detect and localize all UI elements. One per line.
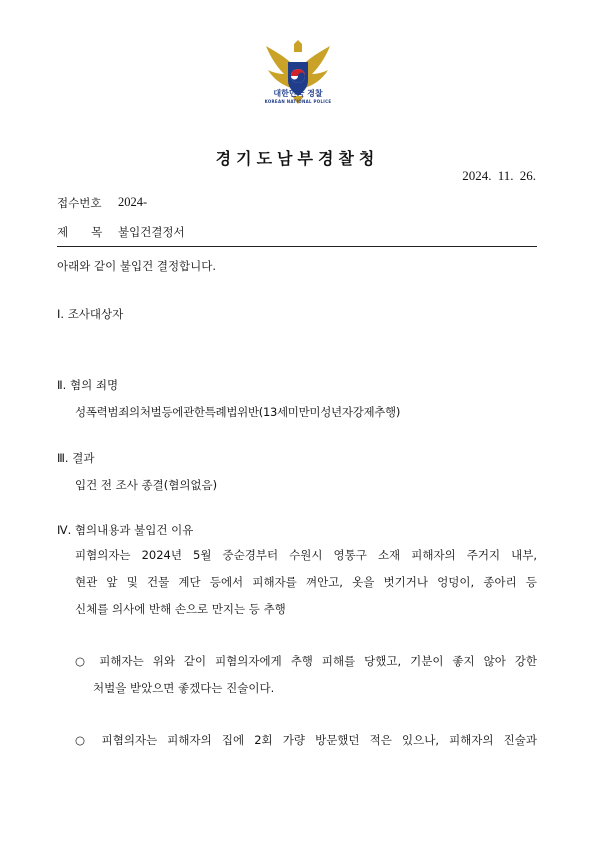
allegation-line: 현관 앞 및 건물 계단 등에서 피해자를 껴안고, 옷을 벗기거나 엉덩이, 종아리 등 [75,575,537,589]
section-4-title: Ⅳ. 혐의내용과 불입건 이유 [57,523,194,537]
organization-name: 경기도남부경찰청 [215,149,380,168]
receipt-number-value: 2024- [118,195,148,209]
document-date: 2024. 11. 26. [462,168,536,183]
section-3-title: Ⅲ. 결과 [57,451,95,465]
result-text: 입건 전 조사 종결(혐의없음) [75,478,218,492]
logo-korean-text: 대한민국 경찰 [273,89,323,98]
victim-statement-line: 처벌을 받았으면 좋겠다는 진술이다. [93,681,275,695]
section-2-title: Ⅱ. 혐의 죄명 [57,378,119,392]
suspect-statement-line: ○ 피혐의자는 피해자의 집에 2회 가량 방문했던 적은 있으나, 피해자의 진술과 [75,733,537,747]
receipt-number-label: 접수번호 [57,196,102,210]
intro-text: 아래와 같이 불입건 결정합니다. [57,259,217,273]
allegation-line: 피혐의자는 2024년 5월 중순경부터 수원시 영통구 소재 피해자의 주거지 내부, [75,548,537,562]
victim-statement-line: ○ 피해자는 위와 같이 피혐의자에게 추행 피해를 당했고, 기분이 좋지 않아 강한 [75,654,537,668]
subject-value: 불입건결정서 [118,225,185,239]
allegation-line: 신체를 의사에 반해 손으로 만지는 등 추행 [75,602,286,616]
section-1-title: Ⅰ. 조사대상자 [57,307,124,321]
charge-name: 성폭력범죄의처벌등에관한특례법위반(13세미만미성년자강제추행) [75,405,401,419]
logo-english-text: KOREAN NATIONAL POLICE [264,99,332,104]
subject-label: 제 목 [57,225,103,239]
header-divider [57,246,537,247]
